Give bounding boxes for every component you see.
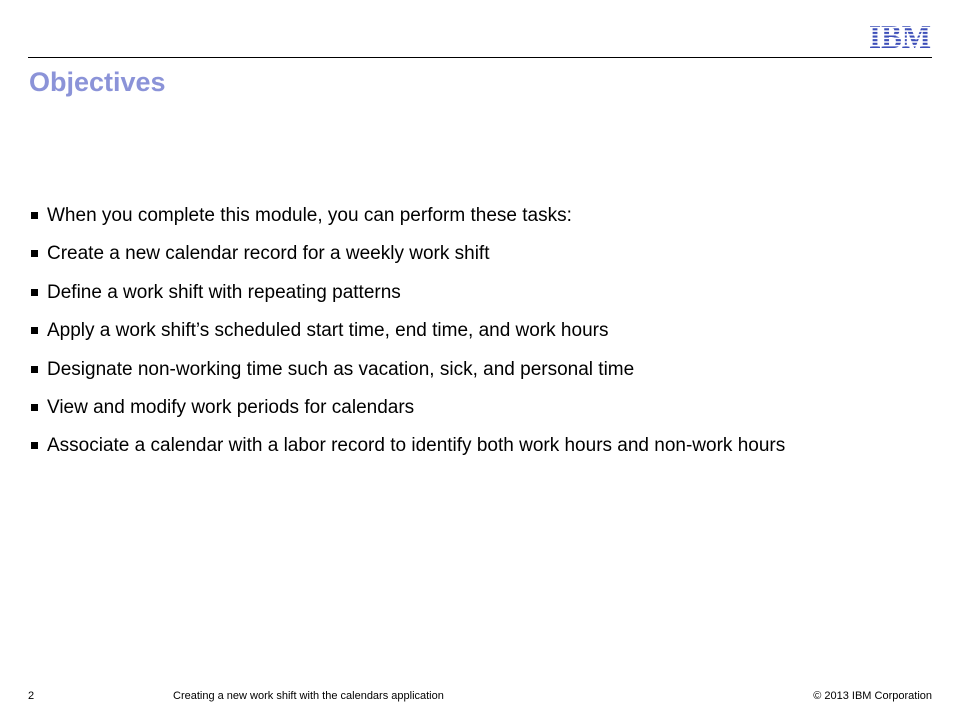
objective-text: Create a new calendar record for a weekly work shift bbox=[47, 243, 490, 265]
objective-item bbox=[29, 240, 929, 278]
page-number: 2 bbox=[28, 690, 35, 702]
square-bullet-icon bbox=[31, 366, 38, 373]
square-bullet-icon bbox=[31, 212, 38, 219]
copyright-notice: © 2013 IBM Corporation bbox=[813, 690, 932, 702]
footer-module-title: Creating a new work shift with the calendars application bbox=[173, 690, 444, 702]
objective-text: Associate a calendar with a labor record to identify both work hours and non-work hours bbox=[47, 435, 786, 457]
objective-text: Apply a work shift’s scheduled start time, end time, and work hours bbox=[47, 320, 609, 342]
objective-item bbox=[29, 394, 929, 432]
square-bullet-icon bbox=[31, 404, 38, 411]
ibm-logo bbox=[868, 21, 932, 50]
square-bullet-icon bbox=[31, 327, 38, 334]
objective-text: View and modify work periods for calendars bbox=[47, 396, 415, 418]
objective-text: Define a work shift with repeating patterns bbox=[47, 281, 401, 303]
objective-item bbox=[29, 356, 929, 394]
slide-title: Objectives bbox=[29, 67, 166, 97]
objective-item bbox=[29, 202, 929, 240]
header-rule bbox=[28, 57, 932, 58]
square-bullet-icon bbox=[31, 250, 38, 257]
square-bullet-icon bbox=[31, 442, 38, 449]
objective-item bbox=[29, 317, 929, 355]
objectives-list bbox=[29, 202, 929, 471]
objective-text: Designate non-working time such as vacation, sick, and personal time bbox=[47, 358, 635, 380]
objective-text: When you complete this module, you can perform these tasks: bbox=[47, 205, 572, 226]
square-bullet-icon bbox=[31, 289, 38, 296]
objective-item bbox=[29, 432, 929, 470]
objective-item bbox=[29, 279, 929, 317]
